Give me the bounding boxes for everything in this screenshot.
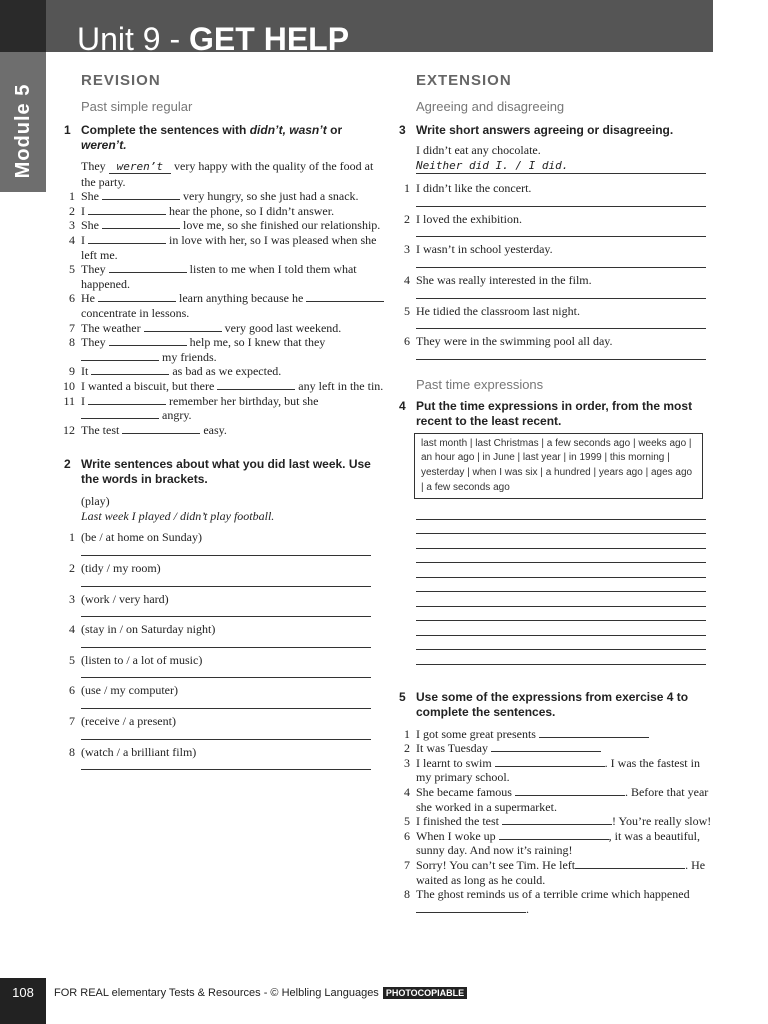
item-number: 1 [69, 189, 75, 204]
item-prompt: (stay in / on Saturday night) [81, 622, 216, 637]
extension-title: EXTENSION [416, 72, 512, 89]
item-text-rest: very hungry, so she just had a snack. [180, 189, 359, 204]
exercise-2-item [60, 530, 390, 545]
item-number: 5 [69, 652, 75, 667]
answer-blank[interactable] [502, 814, 612, 825]
answer-line[interactable] [416, 257, 706, 268]
exercise-instruction: Use some of the expressions from exercise 4 to complete the sentences. [416, 689, 689, 719]
exercise-3-item [395, 273, 715, 288]
answer-line[interactable] [416, 349, 706, 360]
answer-line[interactable] [416, 578, 706, 593]
answer-line[interactable] [416, 505, 706, 520]
exercise-2-item [60, 561, 390, 576]
answer-line[interactable] [416, 288, 706, 299]
answer-line[interactable] [416, 534, 706, 549]
item-text [81, 262, 390, 291]
answer-blank[interactable] [539, 727, 649, 738]
exercise-3-item [395, 212, 715, 227]
exercise-1-example: They weren’t very happy with the quality of the food at the party. [81, 159, 374, 189]
item-number: 6 [69, 683, 75, 698]
item-number: 8 [69, 335, 75, 350]
item-prompt: He tidied the classroom last night. [416, 303, 580, 318]
answer-blank[interactable] [88, 394, 166, 405]
extension-subtitle-2: Past time expressions [416, 376, 544, 392]
exercise-2-example-prompt: (play) [81, 494, 110, 509]
item-text-start: It [81, 364, 92, 379]
answer-blank[interactable] [88, 204, 166, 215]
item-prompt: (watch / a brilliant film) [81, 744, 197, 759]
item-text [416, 858, 715, 887]
item-text-rest: any left in the tin. [295, 378, 384, 393]
item-number: 6 [69, 291, 75, 306]
item-prompt: They were in the swimming pool all day. [416, 334, 613, 349]
exercise-5-item [395, 858, 715, 887]
answer-blank[interactable] [495, 756, 605, 767]
item-prompt: (listen to / a lot of music) [81, 652, 203, 667]
exercise-1-list [60, 189, 390, 437]
answer-blank[interactable] [102, 189, 180, 200]
item-text-rest: remember her birthday, but she [166, 393, 319, 408]
item-text-rest: . He waited as long as he could. [416, 857, 706, 887]
item-text-start: I [81, 232, 88, 247]
exercise-2-item [60, 653, 390, 668]
item-number: 6 [404, 828, 410, 843]
exercise-2-heading [60, 457, 390, 487]
answer-line[interactable] [416, 650, 706, 665]
exercise-3-item [395, 304, 715, 319]
item-number: 3 [404, 242, 410, 257]
exercise-2-item [60, 745, 390, 760]
exercise-1-item [60, 335, 390, 364]
answer-blank[interactable] [491, 741, 601, 752]
item-prompt: I loved the exhibition. [416, 211, 522, 226]
exercise-5-item [395, 829, 715, 858]
item-text-rest: listen to me when I told them what happened. [81, 262, 357, 291]
answer-line[interactable] [416, 563, 706, 578]
answer-blank[interactable] [102, 218, 180, 229]
item-text-start: I wanted a biscuit, but there [81, 378, 218, 393]
exercise-3-list [395, 181, 715, 360]
item-text-rest: love me, so she finished our relationship. [180, 218, 381, 233]
item-prompt: I didn’t like the concert. [416, 181, 532, 196]
exercise-instruction: Write short answers agreeing or disagreeing. [416, 123, 674, 137]
item-prompt: (receive / a present) [81, 714, 176, 729]
exercise-5-item [395, 785, 715, 814]
item-number: 1 [404, 726, 410, 741]
module-label: Module 5 [12, 83, 34, 179]
exercise-2-item [60, 683, 390, 698]
item-text-start: They [81, 335, 109, 350]
exercise-number: 4 [399, 398, 406, 413]
exercise-5-heading [395, 690, 715, 720]
photocopiable-badge: PHOTOCOPIABLE [383, 987, 467, 999]
item-text [416, 756, 715, 785]
exercise-5-item [395, 756, 715, 785]
exercise-1-item [60, 291, 390, 320]
header-corner [0, 0, 46, 52]
item-text-start: Sorry! You can’t see Tim. He left [416, 857, 576, 872]
item-number: 7 [69, 320, 75, 335]
item-text [81, 204, 390, 219]
exercise-3-example-answer: Neither did I. / I did. [416, 158, 706, 175]
extension-subtitle: Agreeing and disagreeing [416, 99, 565, 114]
item-number: 2 [404, 741, 410, 756]
item-prompt: (be / at home on Sunday) [81, 530, 202, 545]
answer-blank[interactable] [499, 829, 609, 840]
exercise-5-item [395, 814, 715, 829]
exercise-3-example-prompt: I didn’t eat any chocolate. [416, 143, 541, 157]
exercise-2-item [60, 622, 390, 637]
answer-line[interactable] [416, 607, 706, 622]
item-text [416, 829, 715, 858]
item-text [416, 785, 715, 814]
item-text-rest: learn anything because he [176, 291, 307, 306]
exercise-1-item [60, 394, 390, 423]
footer-text: FOR REAL elementary Tests & Resources - © Helbling Languages [54, 987, 379, 999]
item-text [81, 364, 390, 379]
item-text [81, 321, 390, 336]
exercise-2-item [60, 592, 390, 607]
item-text-end: my friends. [159, 349, 217, 364]
item-text-rest: . Before that year she worked in a supermarket. [416, 785, 709, 814]
answer-blank[interactable] [575, 858, 685, 869]
item-text-start: She [81, 189, 102, 204]
item-number: 3 [69, 218, 75, 233]
unit-label: Unit 9 - [77, 21, 190, 57]
item-text [81, 335, 390, 364]
revision-subtitle: Past simple regular [81, 99, 193, 114]
answer-blank[interactable] [88, 233, 166, 244]
exercise-2-example-answer: Last week I played / didn’t play football. [81, 508, 275, 523]
item-number: 8 [69, 744, 75, 759]
item-text-start: I [81, 393, 88, 408]
item-text-start: It was Tuesday [416, 741, 492, 756]
item-text [81, 423, 390, 438]
exercise-3-item [395, 181, 715, 196]
answer-blank[interactable] [109, 262, 187, 273]
exercise-3-item [395, 334, 715, 349]
item-text-end: angry. [159, 408, 192, 423]
exercise-1-item [60, 233, 390, 262]
answer-blank[interactable] [416, 902, 526, 913]
exercise-1-item [60, 189, 390, 204]
item-text [416, 727, 715, 742]
exercise-3-item [395, 242, 715, 257]
answer-line[interactable] [81, 606, 371, 617]
answer-line[interactable] [81, 729, 371, 740]
item-number: 1 [404, 181, 410, 196]
answer-blank[interactable] [515, 785, 625, 796]
extension-column [395, 72, 715, 916]
item-number: 4 [404, 785, 410, 799]
item-text-start: The test [81, 422, 123, 437]
item-text [81, 218, 390, 233]
exercise-2-list [60, 530, 390, 770]
exercise-5-item [395, 887, 715, 916]
item-number: 5 [404, 814, 410, 829]
item-text-rest: in love with her, so I was pleased when she left me. [81, 232, 377, 262]
item-text-start: I learnt to swim [416, 755, 495, 770]
item-text-start: I [81, 203, 88, 218]
item-text-start: I finished the test [416, 814, 502, 829]
item-text-rest: easy. [200, 422, 227, 437]
item-text [81, 189, 390, 204]
footer [54, 987, 467, 999]
answer-blank[interactable] [217, 379, 295, 390]
item-number: 3 [69, 591, 75, 606]
exercise-number: 5 [399, 689, 406, 704]
answer-line[interactable] [81, 576, 371, 587]
exercise-1-item [60, 204, 390, 219]
item-number: 6 [404, 334, 410, 349]
answer-blank[interactable] [109, 335, 187, 346]
exercise-1-item [60, 262, 390, 291]
item-number: 8 [404, 887, 410, 902]
answer-line[interactable] [416, 549, 706, 564]
item-text-rest: ! You’re really slow! [611, 814, 712, 829]
item-text-start: She became famous [416, 785, 515, 799]
answer-line[interactable] [416, 196, 706, 207]
answer-line[interactable] [416, 592, 706, 607]
item-text-rest: . [526, 901, 529, 916]
item-text-start: The weather [81, 320, 144, 335]
exercise-instruction: Write sentences about what you did last week. Use the words in brackets. [81, 457, 371, 487]
exercise-instruction: Complete the sentences with didn’t, wasn’t or weren’t. [81, 123, 343, 152]
item-text [416, 887, 715, 916]
item-number: 11 [63, 393, 75, 408]
item-prompt: She was really interested in the film. [416, 272, 592, 287]
exercise-number: 1 [64, 123, 71, 137]
item-number: 3 [404, 755, 410, 770]
exercise-instruction: Put the time expressions in order, from the most recent to the least recent. [416, 398, 693, 428]
item-number: 10 [63, 378, 75, 393]
answer-blank[interactable] [81, 408, 159, 419]
exercise-1-item [60, 423, 390, 438]
item-prompt: (tidy / my room) [81, 561, 161, 576]
answer-line[interactable] [416, 636, 706, 651]
item-text [81, 233, 390, 262]
answer-line[interactable] [81, 698, 371, 709]
item-prompt: I wasn’t in school yesterday. [416, 242, 553, 257]
answer-blank[interactable] [122, 423, 200, 434]
item-text-rest: . I was the fastest in my primary school. [416, 755, 700, 785]
answer-line[interactable] [416, 520, 706, 535]
exercise-1-item [60, 364, 390, 379]
exercise-2-item [60, 714, 390, 729]
item-text [81, 394, 390, 423]
exercise-1-heading [60, 123, 390, 153]
item-text [81, 379, 390, 394]
exercise-4-heading [395, 399, 715, 429]
exercise-1-item [60, 218, 390, 233]
answer-blank[interactable] [306, 291, 384, 302]
exercise-number: 2 [64, 457, 71, 472]
answer-blank[interactable] [98, 291, 176, 302]
answer-line[interactable] [81, 545, 371, 556]
answer-line[interactable] [81, 759, 371, 770]
exercise-number: 3 [399, 123, 406, 137]
item-prompt: (use / my computer) [81, 683, 178, 698]
answer-blank[interactable] [81, 350, 159, 361]
item-number: 1 [69, 530, 75, 545]
exercise-1-item [60, 379, 390, 394]
page-number: 108 [12, 985, 34, 1000]
exercise-4-answer-lines [395, 505, 715, 665]
item-text-start: The ghost reminds us of a terrible crime which happened [416, 887, 690, 902]
answer-line[interactable] [416, 621, 706, 636]
item-text-rest: help me, so I knew that they [186, 335, 326, 350]
item-text-rest: very good last weekend. [221, 320, 342, 335]
item-number: 2 [69, 203, 75, 218]
item-number: 12 [63, 422, 75, 437]
item-text-start: She [81, 218, 102, 233]
answer-line[interactable] [81, 637, 371, 648]
exercise-5-list [395, 727, 715, 917]
item-text-start: I got some great presents [416, 726, 539, 741]
item-text-start: When I woke up [416, 828, 499, 843]
item-number: 2 [69, 561, 75, 576]
item-number: 5 [69, 262, 75, 277]
unit-name: GET HELP [189, 21, 350, 57]
answer-line[interactable] [416, 318, 706, 329]
item-text [416, 741, 715, 756]
exercise-5-item [395, 727, 715, 742]
time-expressions-box: last month | last Christmas | a few seconds ago | weeks ago | an hour ago | in June | last year | in 1999 | this morning | yesterday | when I was six | a hundred | years ago | ages ago | a few seconds ago [414, 433, 703, 499]
revision-title: REVISION [81, 72, 161, 89]
item-number: 7 [404, 857, 410, 872]
item-text-start: They [81, 262, 109, 277]
exercise-3-heading [395, 123, 715, 138]
item-text [81, 291, 390, 320]
item-text-start: He [81, 291, 98, 306]
answer-blank[interactable] [91, 364, 169, 375]
item-number: 9 [69, 364, 75, 379]
item-number: 4 [69, 232, 75, 247]
answer-line[interactable] [81, 667, 371, 678]
item-number: 4 [404, 272, 410, 287]
item-prompt: (work / very hard) [81, 591, 169, 606]
answer-line[interactable] [416, 226, 706, 237]
item-text-end: concentrate in lessons. [81, 305, 190, 320]
answer-blank[interactable] [144, 321, 222, 332]
item-number: 5 [404, 303, 410, 318]
exercise-1-item [60, 321, 390, 336]
item-number: 7 [69, 714, 75, 729]
item-text-rest: , it was a beautiful, sunny day. And now it’s raining! [416, 828, 700, 858]
item-text-rest: hear the phone, so I didn’t answer. [166, 203, 335, 218]
unit-title [77, 18, 349, 60]
item-number: 2 [404, 211, 410, 226]
item-number: 4 [69, 622, 75, 637]
example-answer: weren’t [109, 160, 171, 174]
item-text [416, 814, 715, 829]
item-text-rest: as bad as we expected. [169, 364, 282, 379]
exercise-5-item [395, 741, 715, 756]
revision-column [60, 72, 390, 770]
